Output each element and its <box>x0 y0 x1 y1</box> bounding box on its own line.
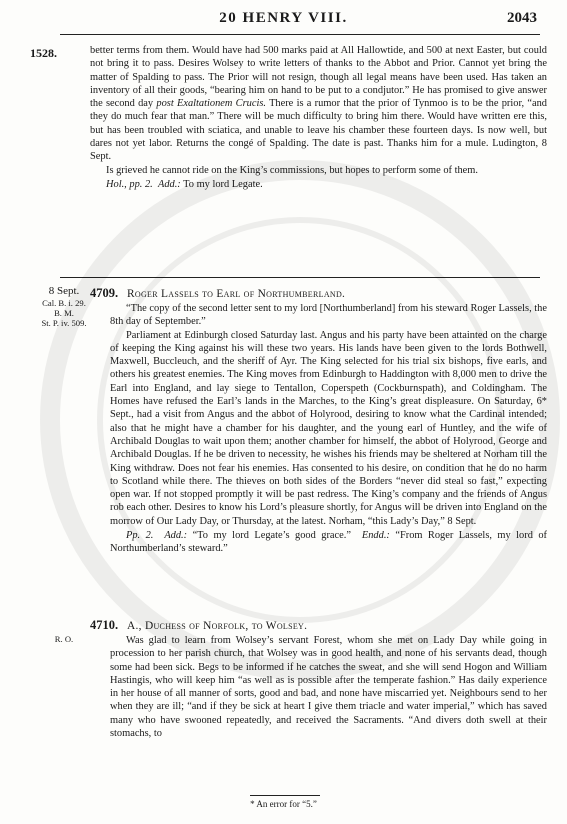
entry-4710-body: Was glad to learn from Wolsey’s servant Forest, whom she met on Lady Day while going in procession to her parish church, that Wolsey was in good health, and none of his servants dead, though some had been sick. Begs to be informed if he catches the sweat, and she will send Hogon and William Hastingis, who will keep him “as well as is possible after the temperate fashion.” Has daily experience in her house of all manner of sorts, good and bad, and none have miscarried yet. Neighbours send to her when they are ill; “and if they be sick at heart I give them triacle and water imperial,” which has saved many who have swooned repeatedly, and received the Sacraments. “And divers doth swell at their stomachs, to <box>110 635 547 740</box>
entry-4709-title: Roger Lassels to Earl of Northumberland. <box>126 288 346 300</box>
entry-4709-body: Parliament at Edinburgh closed Saturday last. Angus and his party have been attainted on the charge of keeping the King against his will these two years. His lands have been given to the lords Bothwell, Maxwell, Buccleuch, and the sheriff of Ayr. The King selected for his trial six bishops, five earls, and others his greatest enemies. The King moves from Edinburgh to Haddington with 8,000 men to drive the Earl into England, and lay siege to Tentallon, Coperspeth (Cockburnspath), and Coldingham. The Homes have refused the Earl’s lands in the Marches, to the King’s great displeasure. On Saturday, 6* Sept., had a visit from Angus and the abbot of Holyrood, desiring to know what the Cardinal intended; also that he might have a chamber for his daughter, and the young earl of Huntley, and the wife of Archibald Douglas to wait upon them; another chamber for himself, the abbot of Holyrood, George and Archibald Douglas. If he be driven to necessity, he wishes his friends may be sheltered at Norham till the King withdraw. Does not fear his enemies. Has consented to his desire, on condition that he do no harm to Scotland while there. The thieves on both sides of the Borders “never did steal so fast,” expecting open war. If not stopped promptly it will be past redress. The King’s company and the friends of Angus rob each other. Desires to know his Lord’s pleasure shortly, for Angus will be driven into England on the morrow of Our Lady Day, or Thursday, at the latest. Norham, “this Lady’s Day,” 8 Sept. <box>110 329 547 527</box>
margin-year: 1528. <box>30 46 57 60</box>
continuation-reference: Hol., pp. 2. Add.: To my lord Legate. <box>106 178 263 190</box>
entry-4709-ref-1: Cal. B. i. 29. <box>42 298 86 308</box>
footnote-rule <box>250 795 320 796</box>
continuation-text <box>90 44 547 191</box>
entry-4709-reference: Pp. 2. Add.: “To my lord Legate’s good grace.” Endd.: “From Roger Lassels, my lord of Northumberland’s steward.” <box>110 530 547 555</box>
continuation-paragraph-1: better terms from them. Would have had 500 marks paid at All Hallowtide, and 500 at next Easter, but could not bring it to pass. Desires Wolsey to write letters of thanks to the Abbot and Prior. Cannot yet bring the matter of Spalding to pass. The Prior will not resign, though all legal means have been used. Has taken an inventory of all their goods, “bearing him on hand to be put to a condjutor.” He has promised to give answer the second day post Exaltationem Crucis. There is a rumor that the prior of Tynmoo is to be the prior, “and they do much fear that man.” There will be much difficulty to bring him there. Would have written ere this, but has been troubled with sciatica, and unable to leave his chamber these fourteen days. Is now well, but dares not yet labor. Returns the congé of Spalding. The date is past. Thanks him for a mule. Ludington, 8 Sept. <box>90 45 548 163</box>
entry-4709-ref-3: St. P. iv. 509. <box>41 318 87 328</box>
entry-4709-quote-intro: “The copy of the second letter sent to my lord [Northumberland] from his steward Roger Lassels, the 8th day of September.” <box>110 303 547 328</box>
entry-4710-ref: R. O. <box>54 634 74 644</box>
running-head-title: 20 HENRY VIII. <box>219 10 348 26</box>
page-number: 2043 <box>507 10 537 26</box>
entry-divider <box>60 277 540 278</box>
entry-4709-heading <box>90 286 547 301</box>
entry-4710-heading <box>90 618 547 633</box>
entry-4710-number: 4710. <box>90 618 119 632</box>
header-rule <box>60 34 540 35</box>
entry-4709-number: 4709. <box>90 286 119 300</box>
entry-4710-text <box>110 634 547 740</box>
entry-4709-text <box>110 302 547 556</box>
entry-4710-title: A., Duchess of Norfolk, to Wolsey. <box>126 620 308 632</box>
footnote: * An error for “5.” <box>250 799 317 809</box>
continuation-paragraph-2: Is grieved he cannot ride on the King’s commissions, but hopes to perform some of them. <box>106 164 478 176</box>
entry-4709-ref-2: B. M. <box>54 308 74 318</box>
entry-4710-margin <box>24 634 104 644</box>
entry-4709-date: 8 Sept. <box>48 285 80 297</box>
